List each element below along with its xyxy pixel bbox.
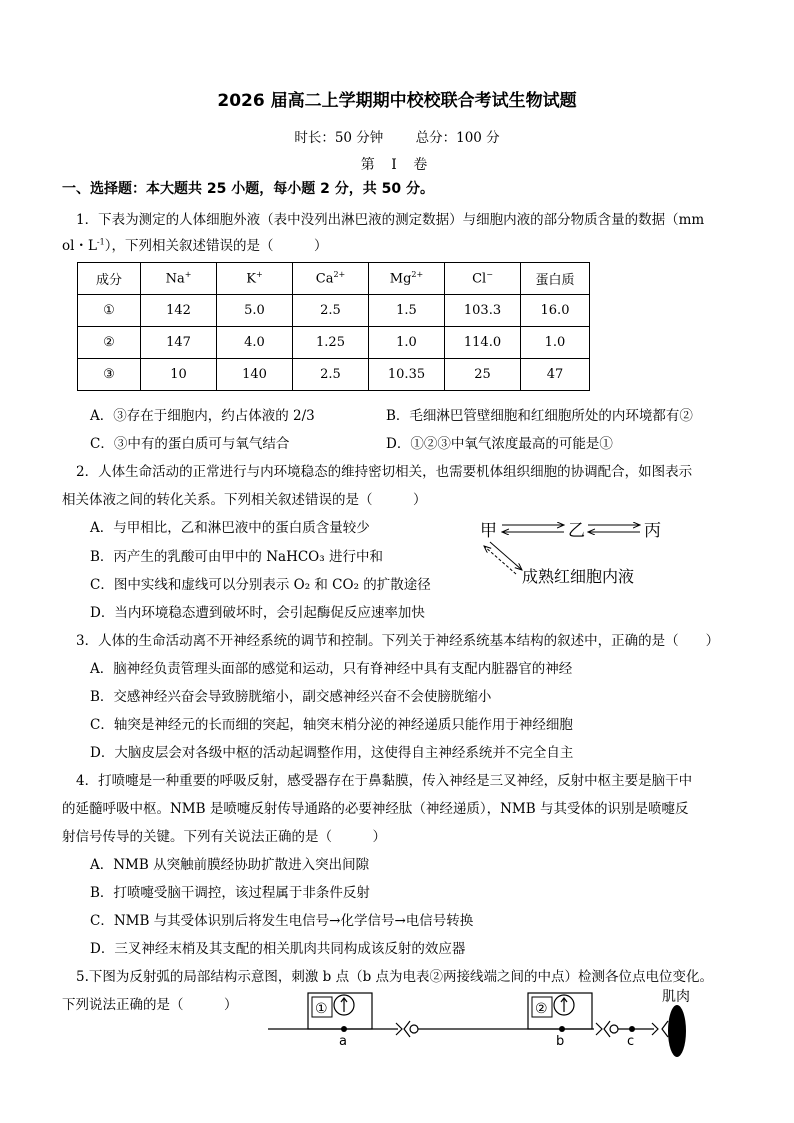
q1-option-a: A．③存在于细胞内，约占体液的 2/3	[90, 408, 315, 424]
section-heading: 一、选择题：本大题共 25 小题，每小题 2 分，共 50 分。	[62, 181, 434, 197]
volume-label: 第 Ⅰ 卷	[360, 157, 434, 173]
table-cell: 16.0	[521, 295, 590, 327]
q2-option-b: B．丙产生的乳酸可由甲中的 NaHCO₃ 进行中和	[90, 549, 383, 565]
table-cell: 1.0	[521, 327, 590, 359]
synapse-2-post-icon	[604, 1021, 610, 1037]
table-cell: 1.25	[293, 327, 369, 359]
table-cell: ③	[78, 359, 141, 391]
synapse-1-post-icon	[404, 1021, 410, 1037]
q4-option-c: C．NMB 与其受体识别后将发生电信号→化学信号→电信号转换	[90, 913, 474, 929]
table-cell: 1.0	[369, 327, 445, 359]
q1-option-b: B．毛细淋巴管壁细胞和红细胞所处的内环境都有②	[386, 408, 693, 424]
point-c-marker	[629, 1026, 635, 1032]
table-cell: 147	[141, 327, 217, 359]
q3-option-b: B．交感神经兴奋会导致膀胱缩小，副交感神经兴奋不会使膀胱缩小	[90, 689, 492, 705]
q1-unit-sup: -1	[96, 237, 105, 247]
q4-stem-line3: 射信号传导的关键。下列有关说法正确的是（ ）	[62, 829, 386, 845]
table-cell: ②	[78, 327, 141, 359]
table-header-cell: $Ca^{2+}$	[293, 263, 369, 295]
table-header-row	[78, 263, 590, 295]
exam-meta	[0, 126, 794, 146]
table-header-cell: Cl−	[445, 263, 521, 295]
diagram-node-jia: 甲	[480, 521, 497, 541]
table-cell: 10.35	[369, 359, 445, 391]
q1-stem-line2	[62, 234, 327, 254]
q3-stem: 3．人体的生命活动离不开神经系统的调节和控制。下列关于神经系统基本结构的叙述中，正确的是（ ）	[76, 633, 720, 649]
neuron-body-2-icon	[610, 1025, 618, 1033]
synapse-2-icon	[596, 1023, 602, 1035]
q5-stem-line1: 5.下图为反射弧的局部结构示意图，刺激 b 点（b 点为电表②两接线端之间的中点）检测各位点电位变化。	[76, 969, 714, 985]
table-row	[78, 359, 590, 391]
q3-option-a: A．脑神经负责管理头面部的感觉和运动，只有脊神经中具有支配内脏器官的神经	[90, 661, 573, 677]
meter-2-label: ②	[535, 1001, 548, 1017]
q1-data-table	[77, 262, 590, 391]
nmj-post-icon	[662, 1021, 668, 1037]
table-cell: 140	[217, 359, 293, 391]
diagram-node-rbc: 成熟红细胞内液	[522, 567, 635, 586]
q1-stem-tail: ），下列相关叙述错误的是（ ）	[104, 238, 328, 254]
q1-unit: ol・L	[62, 238, 97, 254]
q3-option-c: C．轴突是神经元的长而细的突起，轴突末梢分泌的神经递质只能作用于神经细胞	[90, 717, 573, 733]
table-cell: 114.0	[445, 327, 521, 359]
q1-stem-line1: 1．下表为测定的人体细胞外液（表中没列出淋巴液的测定数据）与细胞内液的部分物质含量的数据（mm	[76, 212, 705, 228]
q2-option-d: D．当内环境稳态遭到破坏时，会引起酶促反应速率加快	[90, 605, 425, 621]
table-cell: 1.5	[369, 295, 445, 327]
exam-title: 2026 届高二上学期期中校校联合考试生物试题	[217, 91, 577, 111]
table-cell: 2.5	[293, 295, 369, 327]
table-cell: 10	[141, 359, 217, 391]
q1-option-d: D．①②③中氧气浓度最高的可能是①	[386, 436, 613, 452]
table-header-cell: $Mg^{2+}$	[369, 263, 445, 295]
muscle-label: 肌肉	[662, 989, 690, 1005]
table-cell: 2.5	[293, 359, 369, 391]
q2-fluid-diagram	[470, 512, 700, 594]
neuron-body-icon	[410, 1025, 418, 1033]
q5-reflex-arc-diagram	[260, 985, 700, 1065]
q2-option-a: A．与甲相比，乙和淋巴液中的蛋白质含量较少	[90, 520, 370, 536]
table-header-cell: 蛋白质	[521, 263, 590, 295]
q4-option-d: D．三叉神经末梢及其支配的相关肌肉共同构成该反射的效应器	[90, 941, 466, 957]
table-cell: 142	[141, 295, 217, 327]
point-a-marker	[341, 1026, 347, 1032]
table-cell: 5.0	[217, 295, 293, 327]
q2-option-c: C．图中实线和虚线可以分别表示 O₂ 和 CO₂ 的扩散途径	[90, 577, 431, 593]
q2-stem-line1: 2．人体生命活动的正常进行与内环境稳态的维持密切相关，也需要机体组织细胞的协调配合，如图表示	[76, 464, 693, 480]
q2-stem-line2: 相关体液之间的转化关系。下列相关叙述错误的是（ ）	[62, 492, 427, 508]
q1-option-c: C．③中有的蛋白质可与氧气结合	[90, 436, 290, 452]
point-c-label: c	[627, 1034, 635, 1049]
point-b-label: b	[556, 1034, 565, 1049]
diagram-node-yi: 乙	[568, 521, 585, 541]
table-header-cell: K+	[217, 263, 293, 295]
table-row	[78, 327, 590, 359]
q4-stem-line1: 4．打喷嚏是一种重要的呼吸反射，感受器存在于鼻黏膜，传入神经是三叉神经，反射中枢主要是脑干中	[76, 773, 693, 789]
table-row	[78, 295, 590, 327]
exam-total-score: 总分：100 分	[415, 130, 500, 146]
muscle-icon	[668, 1005, 686, 1057]
table-cell: 47	[521, 359, 590, 391]
table-cell: 103.3	[445, 295, 521, 327]
q4-stem-line2: 的延髓呼吸中枢。NMB 是喷嚏反射传导通路的必要神经肽（神经递质），NMB 与其受体的识别是喷嚏反	[62, 801, 689, 817]
table-cell: ①	[78, 295, 141, 327]
meter-1-label: ①	[315, 1001, 328, 1017]
diagram-node-bing: 丙	[644, 521, 661, 541]
q4-option-a: A．NMB 从突触前膜经协助扩散进入突出间隙	[90, 857, 370, 873]
exam-duration: 时长：50 分钟	[294, 130, 384, 146]
q4-option-b: B．打喷嚏受脑干调控，该过程属于非条件反射	[90, 885, 370, 901]
table-header-cell: Na+	[141, 263, 217, 295]
point-b-marker	[559, 1026, 565, 1032]
point-a-label: a	[339, 1034, 347, 1049]
table-cell: 25	[445, 359, 521, 391]
table-header-cell: 成分	[78, 263, 141, 295]
q3-option-d: D．大脑皮层会对各级中枢的活动起调整作用，这使得自主神经系统并不完全自主	[90, 745, 574, 761]
q5-stem-line2: 下列说法正确的是（ ）	[62, 997, 238, 1013]
table-cell: 4.0	[217, 327, 293, 359]
